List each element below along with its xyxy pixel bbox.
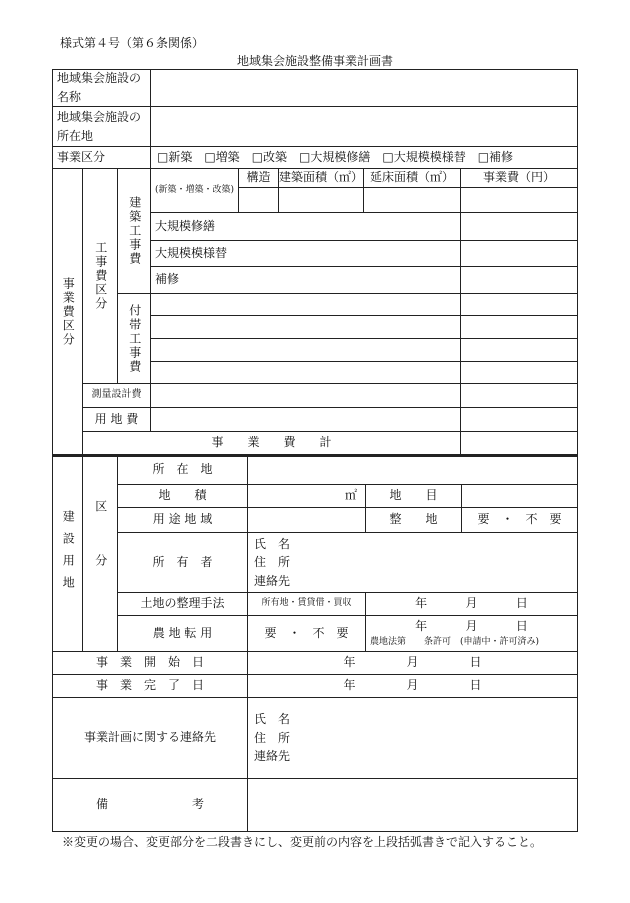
remarks-label: 備 考 (52, 778, 248, 832)
header-building-area: 建築面積（㎡） (278, 168, 364, 188)
owner-name-label: 氏 名 (254, 536, 291, 551)
owner-address-label: 住 所 (254, 555, 291, 570)
facility-address-label-line2: 所在地 (57, 128, 94, 143)
renovation-cost-field[interactable] (460, 212, 578, 241)
end-day: 日 (469, 678, 482, 693)
structure-field[interactable] (238, 187, 279, 213)
ancillary-cost-text: 付帯工事費 (127, 303, 142, 374)
facility-address-label (52, 106, 151, 147)
project-type-option[interactable]: □大規模模様替 (382, 149, 466, 164)
facility-address-field[interactable] (150, 106, 578, 147)
page-title: 地域集会施設整備事業計画書 (236, 54, 393, 68)
facility-address-label-line1: 地域集会施設の (57, 109, 142, 124)
building-cost-label (117, 168, 151, 294)
start-year: 年 (343, 655, 356, 670)
date-year: 年 (415, 596, 428, 611)
land-cost-label: 用 地 費 (82, 407, 151, 432)
form-number: 様式第４号（第６条関係） (60, 36, 205, 50)
contact-name-label: 氏 名 (254, 712, 291, 727)
land-type-field[interactable] (461, 484, 578, 508)
start-date-label: 事 業 開 始 日 (52, 651, 248, 675)
repair-cost-field[interactable] (460, 266, 578, 294)
area-label: 地 積 (117, 484, 248, 508)
header-project-cost: 事業費（円） (460, 168, 578, 188)
facility-name-label-line1: 地域集会施設の (57, 71, 142, 86)
header-structure: 構造 (238, 168, 279, 188)
area-field[interactable] (247, 484, 366, 508)
permit-year: 年 (415, 619, 428, 634)
plan-contact-field[interactable] (247, 697, 578, 779)
ancillary-cost-4[interactable] (460, 361, 578, 384)
project-type-option[interactable]: □補修 (477, 149, 514, 164)
new-build-cost-field[interactable] (460, 187, 578, 213)
location-field[interactable] (247, 455, 578, 485)
arrangement-label: 土地の整理手法 (117, 592, 248, 616)
footer-note: ※変更の場合、変更部分を二段書きにし、変更前の内容を上段括弧書きで記入すること。 (62, 835, 543, 849)
owner-field[interactable] (247, 532, 578, 593)
farmland-label: 農 地 転 用 (117, 615, 248, 652)
remodel-label: 大規模模様替 (150, 240, 461, 267)
remarks-field[interactable] (247, 778, 578, 832)
farmland-law-text: 農地法第 条許可 (申請中・許可済み) (370, 636, 540, 647)
project-type-option[interactable]: □増築 (204, 149, 240, 164)
ancillary-item-3[interactable] (150, 338, 461, 362)
header-floor-area: 延床面積（㎡） (363, 168, 461, 188)
building-area-field[interactable] (278, 187, 364, 213)
end-date-label: 事 業 完 了 日 (52, 674, 248, 698)
ancillary-item-4[interactable] (150, 361, 461, 384)
arrangement-date[interactable] (365, 592, 578, 616)
renovation-label: 大規模修繕 (150, 212, 461, 241)
remodel-cost-field[interactable] (460, 240, 578, 267)
ancillary-item-2[interactable] (150, 315, 461, 339)
total-cost-field[interactable] (460, 431, 578, 455)
facility-name-label (52, 69, 151, 107)
site-category-label (82, 455, 118, 652)
survey-item-field[interactable] (150, 383, 461, 408)
contact-address-label: 住 所 (254, 730, 291, 745)
project-type-option[interactable]: □新築 (157, 149, 193, 164)
date-day: 日 (515, 596, 528, 611)
start-date-field[interactable] (247, 651, 578, 675)
end-date-field[interactable] (247, 674, 578, 698)
start-day: 日 (469, 655, 482, 670)
project-type-option[interactable]: □改築 (251, 149, 288, 164)
land-cost-field[interactable] (460, 407, 578, 432)
repair-label: 補修 (150, 266, 461, 294)
new-build-label: (新築・増築・改築) (150, 168, 239, 213)
project-type-option[interactable]: □大規模修繕 (299, 149, 371, 164)
grading-label: 整 地 (365, 507, 462, 533)
site-section-label (52, 455, 83, 652)
ancillary-cost-2[interactable] (460, 315, 578, 339)
end-year: 年 (343, 678, 356, 693)
total-cost-label: 事 業 費 計 (82, 431, 461, 455)
date-month: 月 (465, 596, 478, 611)
survey-cost-field[interactable] (460, 383, 578, 408)
ancillary-cost-label (117, 293, 151, 384)
zoning-label: 用 途 地 域 (117, 507, 248, 533)
cost-section-label (52, 168, 83, 455)
site-section-text: 建設用地 (61, 509, 76, 598)
land-type-label: 地 目 (365, 484, 462, 508)
start-month: 月 (406, 655, 419, 670)
farmland-value[interactable]: 要 ・ 不 要 (247, 615, 366, 652)
land-item-field[interactable] (150, 407, 461, 432)
ancillary-item-1[interactable] (150, 293, 461, 316)
ancillary-cost-3[interactable] (460, 338, 578, 362)
facility-name-field[interactable] (150, 69, 578, 107)
construction-cost-text: 工事費区分 (93, 241, 108, 311)
survey-cost-label: 測量設計費 (82, 383, 151, 408)
grading-value[interactable]: 要 ・ 不 要 (461, 507, 578, 533)
plan-form (52, 69, 578, 832)
facility-name-label-line2: 名称 (57, 90, 82, 104)
contact-contact-label: 連絡先 (254, 749, 291, 764)
area-unit: ㎡ (344, 488, 357, 503)
construction-cost-label (82, 168, 118, 384)
building-cost-text: 建築工事費 (127, 196, 142, 266)
cost-section-text: 事業費区分 (61, 276, 76, 347)
plan-contact-label: 事業計画に関する連絡先 (52, 697, 248, 779)
permit-day: 日 (515, 619, 528, 634)
end-month: 月 (406, 678, 419, 693)
owner-contact-label: 連絡先 (254, 573, 291, 588)
project-type-options (150, 146, 578, 169)
ancillary-cost-1[interactable] (460, 293, 578, 316)
farmland-permit[interactable] (365, 615, 578, 652)
arrangement-value[interactable]: 所有地・賃貸借・買収 (247, 592, 366, 616)
floor-area-field[interactable] (363, 187, 461, 213)
owner-label: 所 有 者 (117, 532, 248, 593)
permit-month: 月 (465, 619, 478, 634)
zoning-field[interactable] (247, 507, 366, 533)
site-category-text: 区分 (93, 499, 108, 608)
project-type-label: 事業区分 (52, 146, 151, 169)
location-label: 所 在 地 (117, 455, 248, 485)
